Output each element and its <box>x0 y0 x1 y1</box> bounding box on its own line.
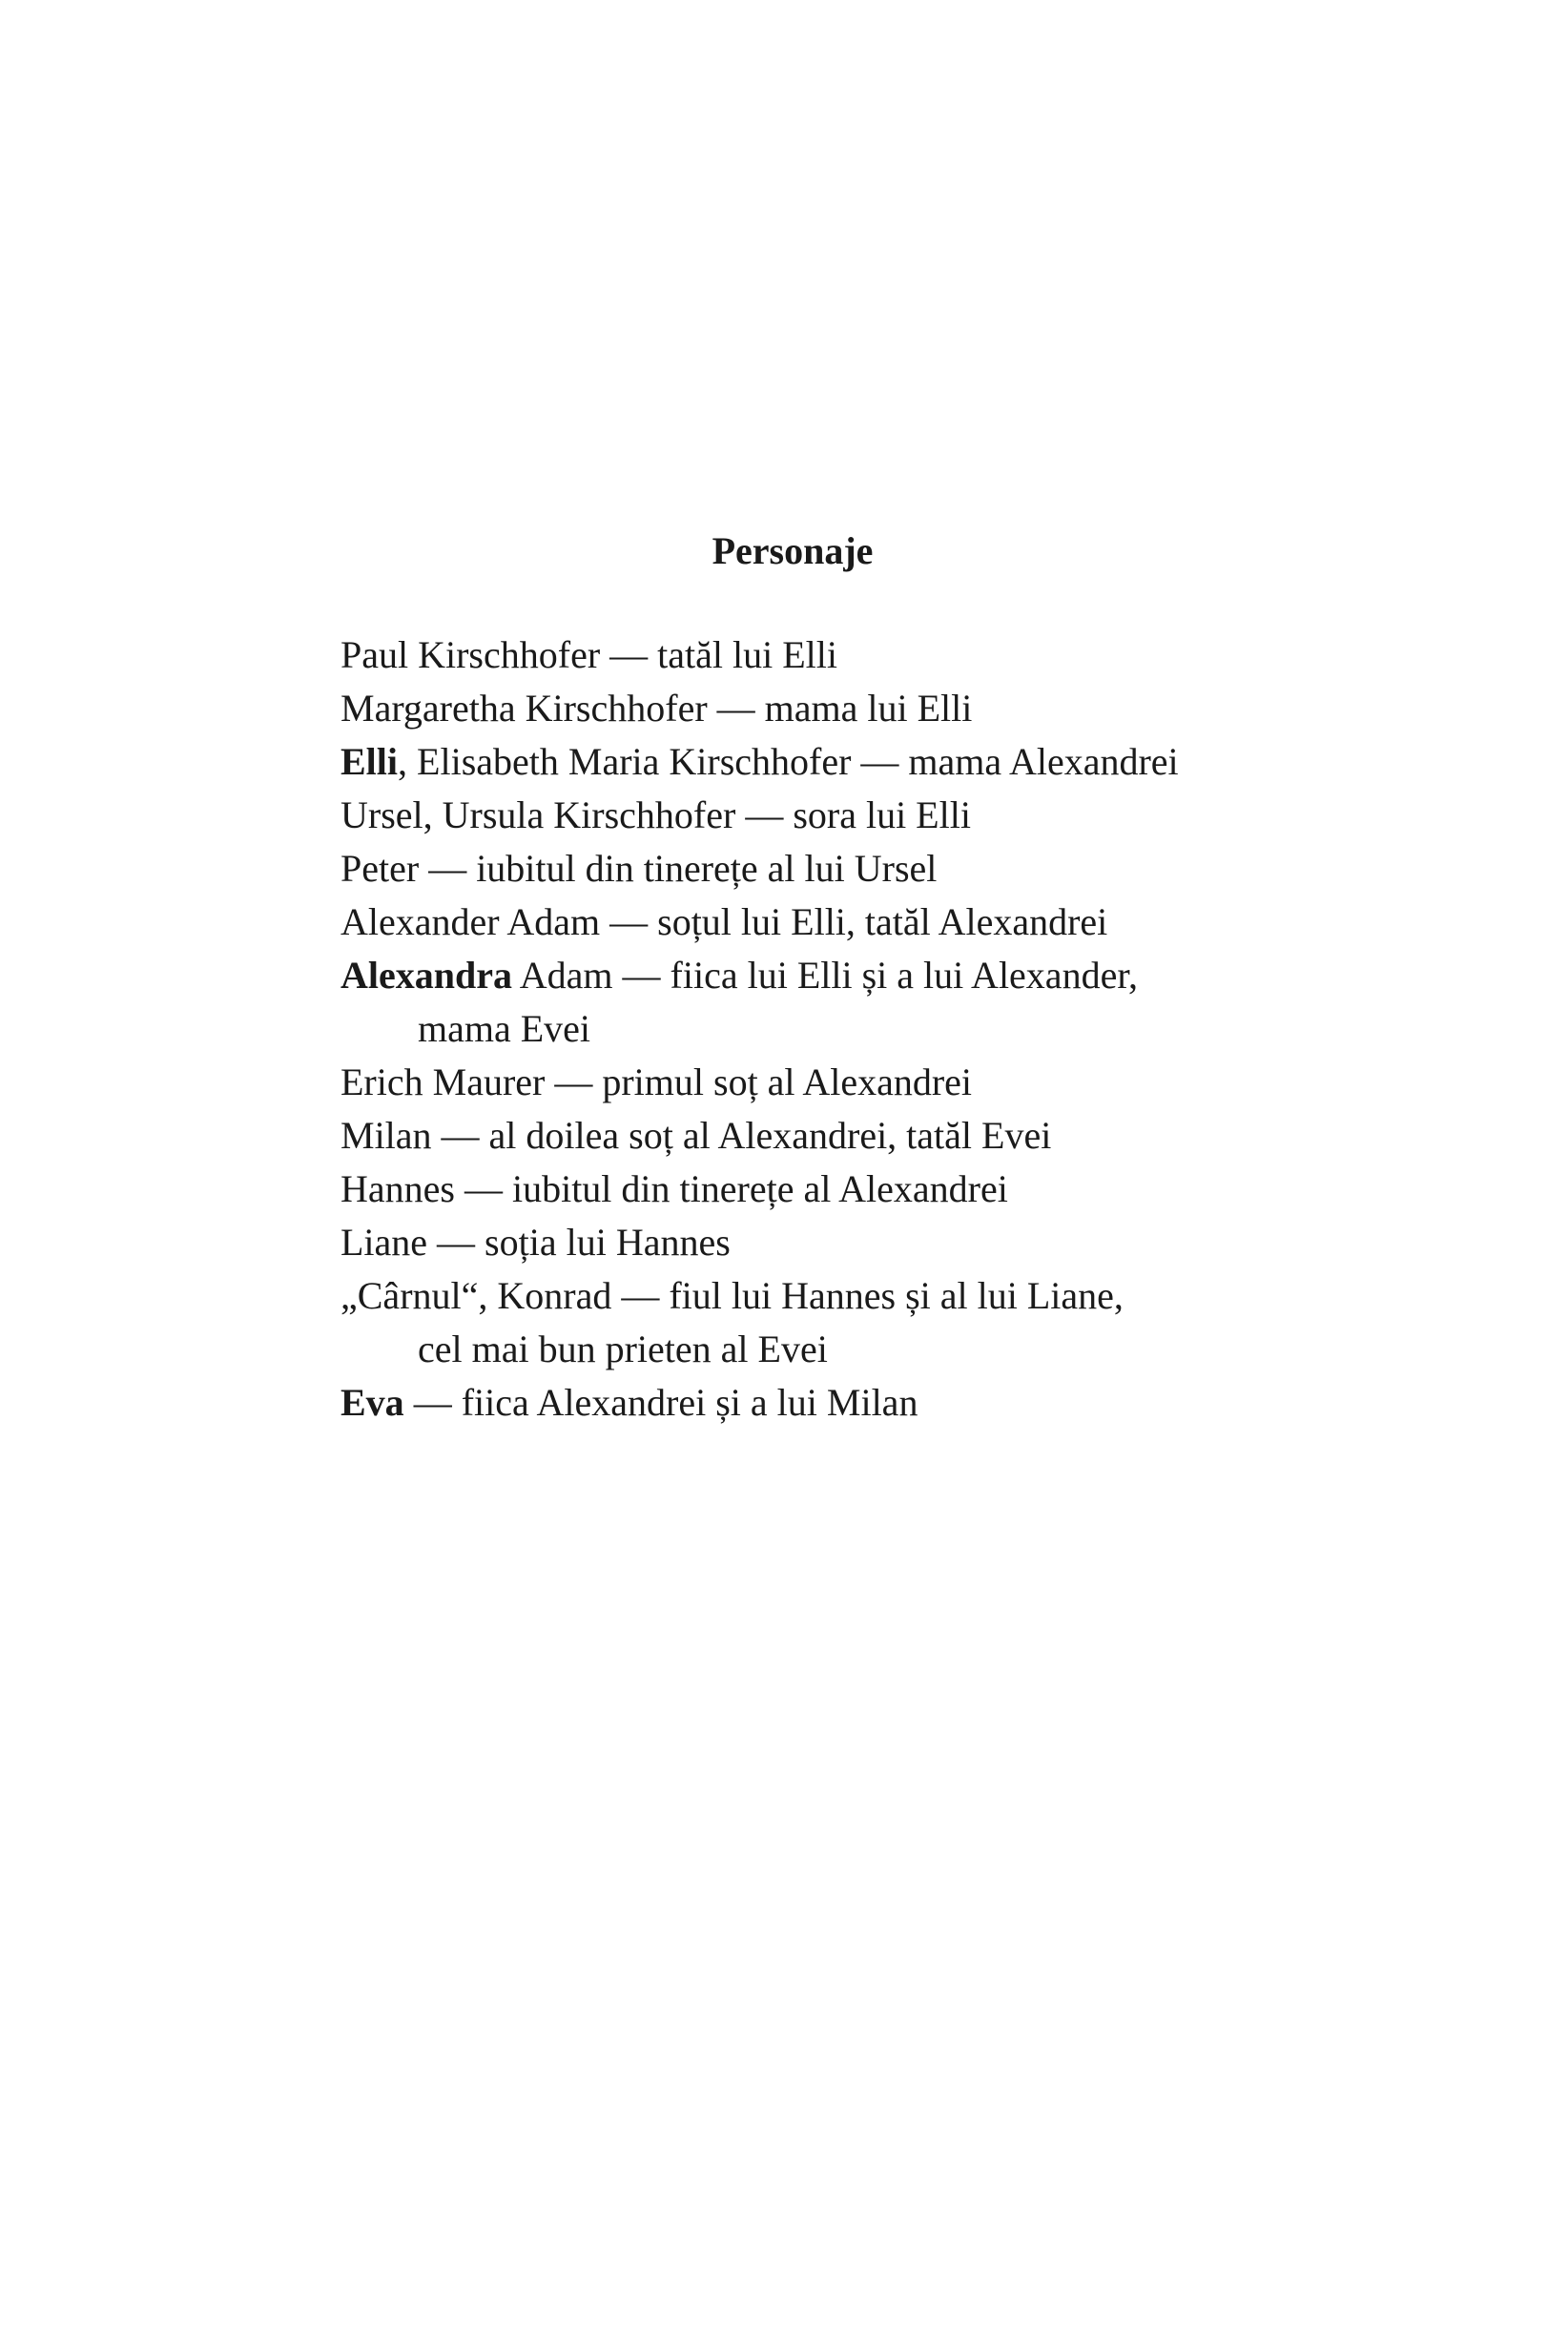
character-description: Peter — iubitul din tinerețe al lui Ursel <box>340 847 938 890</box>
character-entry <box>340 1376 1179 1430</box>
character-entry <box>340 735 1179 789</box>
character-entry <box>340 842 1179 896</box>
character-entry <box>340 1269 1179 1376</box>
page-heading: Personaje <box>712 529 874 572</box>
character-entry <box>340 682 1179 735</box>
character-entry <box>340 1056 1179 1109</box>
character-description: „Cârnul“, Konrad — fiul lui Hannes și al lui Liane, <box>340 1274 1124 1317</box>
character-description-continuation: mama Evei <box>418 1007 591 1050</box>
character-description: Adam — fiica lui Elli și a lui Alexander, <box>512 954 1139 997</box>
character-name-bold: Eva <box>340 1381 404 1424</box>
character-description: Ursel, Ursula Kirschhofer — sora lui Elli <box>340 793 971 836</box>
character-entry <box>340 1163 1179 1216</box>
character-entry <box>340 1216 1179 1269</box>
character-description: Milan — al doilea soț al Alexandrei, tatăl Evei <box>340 1114 1052 1157</box>
character-description: Paul Kirschhofer — tatăl lui Elli <box>340 633 837 676</box>
character-entry <box>340 896 1179 949</box>
character-list <box>340 628 1179 1430</box>
character-description: — fiica Alexandrei și a lui Milan <box>403 1381 918 1424</box>
character-entry <box>340 1109 1179 1163</box>
character-entry <box>340 789 1179 842</box>
character-description: Erich Maurer — primul soț al Alexandrei <box>340 1060 973 1103</box>
character-description: , Elisabeth Maria Kirschhofer — mama Alexandrei <box>398 740 1179 783</box>
character-description: Hannes — iubitul din tinerețe al Alexandrei <box>340 1167 1008 1210</box>
character-description: Liane — soția lui Hannes <box>340 1221 731 1264</box>
character-description-continuation: cel mai bun prieten al Evei <box>418 1328 828 1370</box>
character-description: Alexander Adam — soțul lui Elli, tatăl Alexandrei <box>340 900 1108 943</box>
character-entry <box>340 628 1179 682</box>
character-description: Margaretha Kirschhofer — mama lui Elli <box>340 687 973 730</box>
character-entry <box>340 949 1179 1056</box>
character-name-bold: Alexandra <box>340 954 512 997</box>
character-name-bold: Elli <box>340 740 399 783</box>
